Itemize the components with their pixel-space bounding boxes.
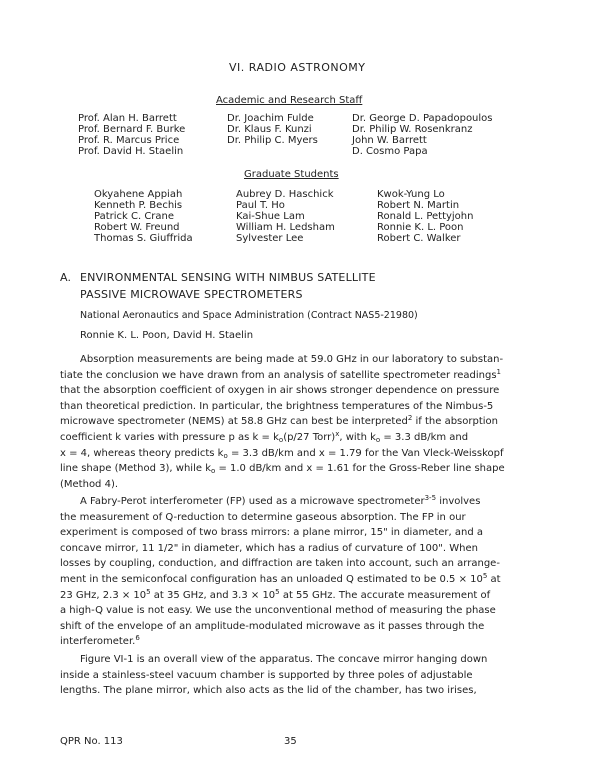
paragraph-2 bbox=[60, 494, 501, 650]
student: Ronnie K. L. Poon bbox=[377, 222, 464, 233]
staff-member: Prof. R. Marcus Price bbox=[78, 135, 180, 146]
staff-member: John W. Barrett bbox=[352, 135, 427, 146]
staff-member: Dr. Joachim Fulde bbox=[227, 113, 314, 124]
student: Aubrey D. Haschick bbox=[236, 189, 334, 200]
text-line: inside a stainless-steel vacuum chamber is supported by three poles of adjustable bbox=[60, 669, 473, 681]
authors-line: Ronnie K. L. Poon, David H. Staelin bbox=[80, 330, 254, 341]
student: Robert W. Freund bbox=[94, 222, 180, 233]
text-line: interferometer.$^6$ bbox=[60, 634, 140, 648]
staff-member: Dr. Klaus F. Kunzi bbox=[227, 124, 312, 135]
text-line: tiate the conclusion we have drawn from an analysis of satellite spectrometer readings$^1$ bbox=[60, 367, 502, 381]
text-line: x = 4, whereas theory predicts $k_o = 3.3$ dB/km and x = 1.79 for the Van Vleck-Weisskopf bbox=[60, 447, 504, 460]
text-line: Absorption measurements are being made at 59.0 GHz in our laboratory to substan- bbox=[80, 354, 504, 365]
text-line: experiment is composed of two brass mirrors: a plane mirror, 15" in diameter, and a bbox=[60, 527, 483, 539]
student: Robert C. Walker bbox=[377, 233, 461, 244]
student: Kwok-Yung Lo bbox=[377, 189, 445, 200]
section-title: VI. RADIO ASTRONOMY bbox=[229, 61, 366, 74]
text-line: concave mirror, 11 1/2" in diameter, which has a radius of curvature of 100". When bbox=[60, 542, 478, 554]
student: Sylvester Lee bbox=[236, 233, 304, 244]
staff-member: Prof. David H. Staelin bbox=[78, 146, 184, 157]
sponsor-line: National Aeronautics and Space Administration (Contract NAS5-21980) bbox=[80, 310, 418, 321]
text-line: coefficient k varies with pressure p as $k = k_o(p/27$ Torr)$^x$, with $k_o = 3.3$ dB/km and bbox=[60, 429, 469, 444]
student: Kenneth P. Bechis bbox=[94, 200, 183, 211]
text-line: Figure VI-1 is an overall view of the apparatus. The concave mirror hanging down bbox=[80, 654, 488, 665]
article-label: A. bbox=[60, 271, 72, 284]
paragraph-1 bbox=[60, 352, 505, 492]
article-title-line1: ENVIRONMENTAL SENSING WITH NIMBUS SATELLITE bbox=[80, 271, 376, 284]
page-number: 35 bbox=[284, 736, 297, 747]
text-line: microwave spectrometer (NEMS) at 58.8 GHz can best be interpreted$^2$ if the absorption bbox=[60, 414, 498, 428]
staff-member: Dr. Philip C. Myers bbox=[227, 135, 318, 146]
text-line: ment in the semiconfocal configuration has an unloaded Q estimated to be $0.5 \times 10^5$ at bbox=[60, 571, 501, 585]
text-line: shift of the envelope of an amplitude-modulated microwave as it passes through the bbox=[60, 620, 485, 632]
text-line: 23 GHz, $2.3 \times 10^5$ at 35 GHz, and $3.3 \times 10^5$ at 55 GHz. The accurate measurement of bbox=[60, 587, 491, 601]
staff-member: Prof. Alan H. Barrett bbox=[78, 113, 177, 124]
article-title-line2: PASSIVE MICROWAVE SPECTROMETERS bbox=[80, 288, 303, 301]
staff-member: Dr. Philip W. Rosenkranz bbox=[352, 124, 473, 135]
student: Thomas S. Giuffrida bbox=[94, 233, 193, 244]
text-line: (Method 4). bbox=[60, 478, 119, 490]
text-line: A Fabry-Perot interferometer (FP) used as a microwave spectrometer$^{3-5}$ involves bbox=[80, 494, 481, 507]
student: Okyahene Appiah bbox=[94, 189, 183, 200]
student: Kai-Shue Lam bbox=[236, 211, 305, 222]
student: William H. Ledsham bbox=[236, 222, 335, 233]
staff-member: D. Cosmo Papa bbox=[352, 146, 428, 157]
text-line: losses by coupling, conduction, and diffraction are taken into account, such an arrange- bbox=[60, 558, 500, 570]
text-line: lengths. The plane mirror, which also acts as the lid of the chamber, has two irises, bbox=[60, 685, 477, 697]
student: Paul T. Ho bbox=[236, 200, 285, 211]
student: Patrick C. Crane bbox=[94, 211, 175, 222]
students-heading: Graduate Students bbox=[244, 169, 339, 180]
text-line: than theoretical prediction. In particular, the brightness temperatures of the Nimbus-5 bbox=[60, 400, 494, 412]
text-line: a high-Q value is not easy. We use the unconventional method of measuring the phase bbox=[60, 605, 496, 617]
footer-report-number: QPR No. 113 bbox=[60, 736, 123, 747]
staff-member: Prof. Bernard F. Burke bbox=[78, 124, 186, 135]
text-line: the measurement of Q-reduction to determine gaseous absorption. The FP in our bbox=[60, 511, 466, 523]
paragraph-3 bbox=[60, 652, 487, 699]
student: Robert N. Martin bbox=[377, 200, 460, 211]
text-line: that the absorption coefficient of oxygen in air shows stronger dependence on pressure bbox=[60, 385, 500, 397]
text-line: line shape (Method 3), while $k_o = 1.0$ dB/km and x = 1.61 for the Gross-Reber line shape bbox=[60, 463, 505, 476]
student: Ronald L. Pettyjohn bbox=[377, 211, 474, 222]
staff-member: Dr. George D. Papadopoulos bbox=[352, 113, 493, 124]
staff-heading: Academic and Research Staff bbox=[216, 95, 363, 106]
